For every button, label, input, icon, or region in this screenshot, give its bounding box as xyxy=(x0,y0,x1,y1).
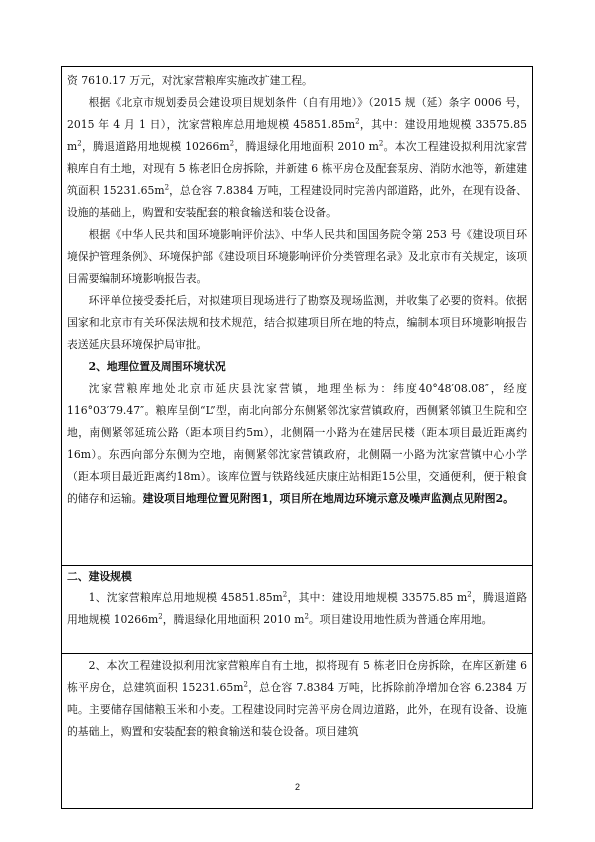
paragraph: 根据《中华人民共和国环境影响评价法》、中华人民共和国国务院令第 253 号《建设项目环境保护管理条例》、环境保护部《建设项目环境影响评价分类管理名录》及北京市有关规定，该项目需要编制环境影响报告表。 xyxy=(67,228,527,285)
paragraph: 2、本次工程建设拟利用沈家营粮库自有土地，拟将现有 5 栋老旧仓房拆除，在库区新建 6 栋平房仓，总建筑面积 $15231.65m^2$，总仓容 7.8384 万吨，比拆除前净增加仓容 6.2384 万吨。主要储存国储粮玉米和小麦。工程建设同时完善平房仓周边道路，此外，在现有设备、设施的基础上，购置和安装配套的粮食输送和装仓设备。项目建筑 xyxy=(67,659,527,738)
section-heading-row xyxy=(67,566,527,588)
section-scale-2 xyxy=(67,655,527,743)
table-frame xyxy=(61,66,533,809)
paragraph: 1、沈家营粮库总用地规模 $45851.85m^2$，其中：建设用地规模 33575.85 $m^2$，腾退道路用地规模 $10266m^2$，腾退绿化用地面积 2010 $m^2$。项目建设用地性质为普通仓库用地。 xyxy=(67,590,527,626)
section-scale-1 xyxy=(67,587,527,631)
paragraph: 沈家营粮库地处北京市延庆县沈家营镇，地理坐标为：纬度40°48′08.08″，经度116°03′79.47″。粮库呈倒“L”型，南北向部分东侧紧邻沈家营镇政府，西侧紧邻镇卫生院和空地，南侧紧邻延琉公路（距本项目约5m），北侧隔一小路为在建居民楼（距本项目最近距离约16m）。东西向部分东侧为空地，南侧紧邻沈家营镇政府，北侧隔一小路为沈家营镇中心小学（距本项目最近距离约18m）。该库位置与铁路线延庆康庄站相距15公里，交通便利，便于粮食的储存和运输。建设项目地理位置见附图1，项目所在地周边环境示意及噪声监测点见附图2。 xyxy=(67,382,527,505)
section-divider xyxy=(62,653,532,654)
section-heading: 2、地理位置及周围环境状况 xyxy=(88,360,226,373)
paragraph: 环评单位接受委托后，对拟建项目现场进行了勘察及现场监测，并收集了必要的资料。依据国家和北京市有关环保法规和技术规范，结合拟建项目所在地的特点，编制本项目环境影响报告表送延庆县环境保护局审批。 xyxy=(67,294,527,351)
paragraph: 资 7610.17 万元，对沈家营粮库实施改扩建工程。 xyxy=(67,74,313,87)
page-number: 2 xyxy=(294,782,300,792)
paragraph: 根据《北京市规划委员会建设项目规划条件（自有用地）》（2015 规（延）条字 0006 号，2015 年 4 月 1 日），沈家营粮库总用地规模 $45851.85m^2$，其中：建设用地规模 33575.85 $m^2$，腾退道路用地规模 $10266m^2$，腾退绿化用地面积 2010 $m^2$。本次工程建设拟利用沈家营粮库自有土地，对现有 5 栋老旧仓房拆除，并新建 6 栋平房仓及配套泵房、消防水池等，新建建筑面积 $15231.65m^2$，总仓容 7.8384 万吨，工程建设同时完善内部道路，此外，在现有设备、设施的基础上，购置和安装配套的粮食输送和装仓设备。 xyxy=(67,96,528,219)
section-project-background xyxy=(67,70,527,510)
section-heading: 二、建设规模 xyxy=(67,570,132,583)
